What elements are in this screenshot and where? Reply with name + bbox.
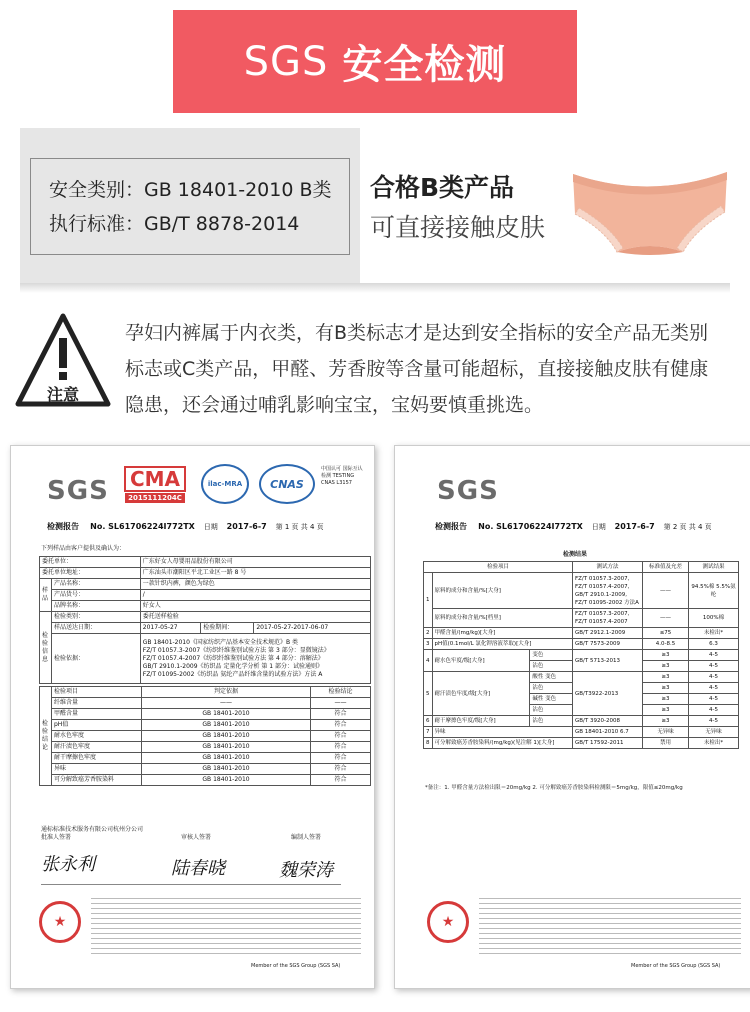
standard-frame <box>30 158 350 255</box>
table-row: 6 耐干摩擦色牢度/级[大身] 沾色 GB/T 3920-2008 ≥3 4-5 <box>424 716 739 727</box>
report-number: No. SL61706224I772TX <box>90 522 195 531</box>
banner-prefix: SGS <box>243 38 329 85</box>
warning-text: 孕妇内裤属于内衣类，有B类标志才是达到安全指标的安全产品无类别标志或C类产品，甲醛、芳香胺等含量可能超标，直接接触皮肤有健康隐患，还会通过哺乳影响宝宝，宝妈要慎重挑选。 <box>125 322 709 416</box>
page-number-2: 第 2 页 共 4 页 <box>663 523 712 531</box>
sgs-logo: SGS <box>47 476 109 506</box>
ilac-logo: ilac-MRA <box>201 464 249 504</box>
cma-logo <box>123 464 187 504</box>
cma-mark: CMA <box>124 466 186 492</box>
table-row: 耐干摩擦色牢度 GB 18401-2010 符合 <box>40 753 371 764</box>
result-summary-table <box>39 686 371 786</box>
sgs-logo-2: SGS <box>437 476 499 506</box>
table-row: 1 原料的成分和含量/%[大身] FZ/T 01057.3-2007, FZ/T 01057.4-2007, GB/T 2910.1-2009, FZ/T 01095-2002 方法A —— 94.5%棉 5.5%氨纶 <box>424 573 739 609</box>
pass-subtitle: 可直接接触皮肤 <box>370 213 546 242</box>
editor-label: 编制人签署 <box>291 834 322 841</box>
table-row: 异味 GB 18401-2010 符合 <box>40 764 371 775</box>
standard-box <box>20 128 360 283</box>
test-report-page-1 <box>10 445 375 989</box>
table-row: 品牌名称： 好女人 <box>40 601 371 612</box>
product-image <box>565 160 735 260</box>
table-row: 7 异味 GB 18401-2010 6.7 无异味 无异味 <box>424 727 739 738</box>
report-label-2: 检测报告 <box>435 522 467 531</box>
company-name: 通标标准技术服务有限公司杭州分公司 <box>41 826 144 833</box>
table-row: 碱性 变色 ≥3 4-5 <box>424 694 739 705</box>
signature-reviewer: 陆春晓 <box>171 858 225 879</box>
table-row: 耐汗渍色牢度 GB 18401-2010 符合 <box>40 742 371 753</box>
table-row: 5 耐汗渍色牢度/级[大身] 酸性 变色 GB/T3922-2013 ≥3 4-5 <box>424 672 739 683</box>
reviewer-label: 审核人签署 <box>181 834 212 841</box>
page-number: 第 1 页 共 4 页 <box>275 523 324 531</box>
pass-title: 合格B类产品 <box>370 173 515 202</box>
approver-label: 批准人签署 <box>41 834 72 841</box>
report-date: 2017-6-7 <box>226 522 267 531</box>
banner-title: 安全检测 <box>342 42 507 88</box>
table-row: 沾色 ≥3 4-5 <box>424 705 739 716</box>
report-date-2: 2017-6-7 <box>614 522 655 531</box>
report-number-2: No. SL61706224I772TX <box>478 522 583 531</box>
table-row: 样 品 产品名称： 一款针织内裤，颜色为绿色 <box>40 579 371 590</box>
table-row: 3 pH值(0.1mol/L 氯化钾溶液萃取)[大身] GB/T 7573-2009 4.0-8.5 6.3 <box>424 639 739 650</box>
report-label: 检测报告 <box>47 522 79 531</box>
results-title: 检测结果 <box>563 551 588 558</box>
official-stamp: ★ <box>39 901 81 943</box>
table-row: 检验依据： GB 18401-2010《国家纺织产品基本安全技术规范》B 类 FZ/T 01057.3-2007《纺织纤维鉴别试验方法 第 3 部分：显微镜法》 FZ/T 01057.4-2007《纺织纤维鉴别试验方法 第 4 部分：溶解法》 GB/T 2910.1-2009《纺织品 定量化学分析 第 1 部分：试验通则》 FZ/T 01095-2002《纺织品 氨纶产品纤维含量的试验方法》方法 A <box>40 634 371 684</box>
table-row: 2 甲醛含量/(mg/kg)[大身] GB/T 2912.1-2009 ≤75 未检出* <box>424 628 739 639</box>
table-row: 4 耐水色牢度/级[大身] 变色 GB/T 5713-2013 ≥3 4-5 <box>424 650 739 661</box>
cma-number: 2015111204C <box>125 493 185 503</box>
date-label: 日期 <box>203 523 218 531</box>
table-row: 检 验 结 论 检验项目 判定依据 检验结论 <box>40 687 371 698</box>
table-row: 沾色 ≥3 4-5 <box>424 683 739 694</box>
table-row: 沾色 ≥3 4-5 <box>424 661 739 672</box>
table-row: 原料的成分和含量/%[档里] FZ/T 01057.3-2007, FZ/T 01057.4-2007 —— 100%棉 <box>424 609 739 628</box>
cnas-caption: 中国认可 国际互认 检测 TESTING CNAS L3157 <box>321 466 363 486</box>
terms-fine-print-2 <box>479 898 741 956</box>
test-results-table <box>423 561 739 749</box>
member-text: Member of the SGS Group (SGS SA) <box>251 963 341 969</box>
table-row: 8 可分解致癌芳香胺染料/(mg/kg)(见注解 1)[大身] GB/T 17592-2011 禁用 未检出* <box>424 738 739 749</box>
title-banner <box>173 10 577 113</box>
table-row: 检验项目 测试方法 标准值及允差 测试结果 <box>424 562 739 573</box>
sample-info-table <box>39 556 371 684</box>
official-stamp-2: ★ <box>427 901 469 943</box>
safety-category: 安全类别：GB 18401-2010 B类 <box>49 179 332 201</box>
signature-line <box>41 884 341 885</box>
table-row: pH值 GB 18401-2010 符合 <box>40 720 371 731</box>
warning-label: 注意 <box>46 385 79 404</box>
table-row: 检 验 信 息 检验类别： 委托送样检验 <box>40 612 371 623</box>
signature-approver: 张永利 <box>41 854 95 875</box>
table-row: 样品送达日期： 2017-05-27 检验期间： 2017-05-27-2017-06-07 <box>40 623 371 634</box>
report-header-2 <box>435 521 712 532</box>
table-row: 甲醛含量 GB 18401-2010 符合 <box>40 709 371 720</box>
table-row: 委托单位地址： 广东汕头市潮阳区平北工业区一路 8 号 <box>40 568 371 579</box>
exec-standard: 执行标准：GB/T 8878-2014 <box>49 213 300 235</box>
table-notes: *备注：1. 甲醛含量方法检出限＝20mg/kg 2. 可分解致癌芳香胺染料检测限＝5mg/kg，限值≤20mg/kg <box>425 785 683 791</box>
table-row: 纤维含量 —— —— <box>40 698 371 709</box>
divider-shadow <box>20 283 730 293</box>
table-row: 产品货号： / <box>40 590 371 601</box>
table-row: 委托单位： 广东好女人母婴用品股份有限公司 <box>40 557 371 568</box>
test-report-page-2 <box>394 445 750 989</box>
table-row: 耐水色牢度 GB 18401-2010 符合 <box>40 731 371 742</box>
cnas-logo: CNAS <box>259 464 315 504</box>
report-header <box>47 521 324 532</box>
terms-fine-print <box>91 898 361 956</box>
table-row: 可分解致癌芳香胺染料 GB 18401-2010 符合 <box>40 775 371 786</box>
date-label-2: 日期 <box>591 523 606 531</box>
member-text-2: Member of the SGS Group (SGS SA) <box>631 963 721 969</box>
warning-icon <box>14 312 112 410</box>
signature-editor: 魏荣涛 <box>279 860 333 881</box>
intro-text: 下列样品由客户提供及确认为： <box>41 545 126 552</box>
